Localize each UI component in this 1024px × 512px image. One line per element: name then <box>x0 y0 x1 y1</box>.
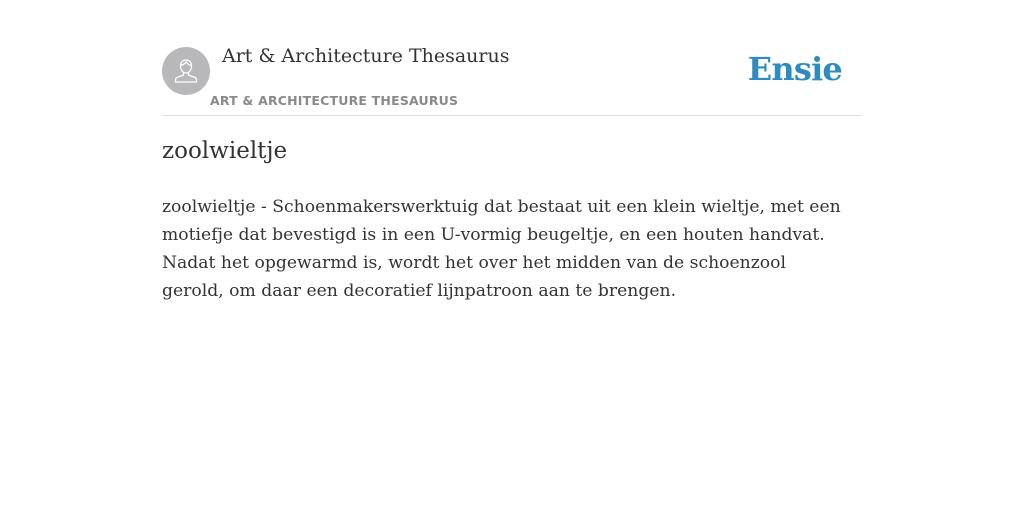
header-title[interactable]: Art & Architecture Thesaurus <box>222 45 510 67</box>
avatar[interactable] <box>162 47 210 95</box>
site-header <box>162 0 862 116</box>
entry-title: zoolwieltje <box>162 138 288 164</box>
header-subtitle[interactable]: ART & ARCHITECTURE THESAURUS <box>210 93 459 108</box>
user-avatar-icon <box>171 56 201 86</box>
entry-definition: zoolwieltje - Schoenmakerswerktuig dat bestaat uit een klein wieltje, met een motiefje dat bevestigd is in een U-vormig beugeltje, en een houten handvat. Nadat het opgewarmd is, wordt het over het midden van de schoenzool gerold, om daar een decoratief lijnpatroon aan te brengen. <box>162 197 841 301</box>
ensie-logo[interactable]: Ensie <box>747 50 842 88</box>
